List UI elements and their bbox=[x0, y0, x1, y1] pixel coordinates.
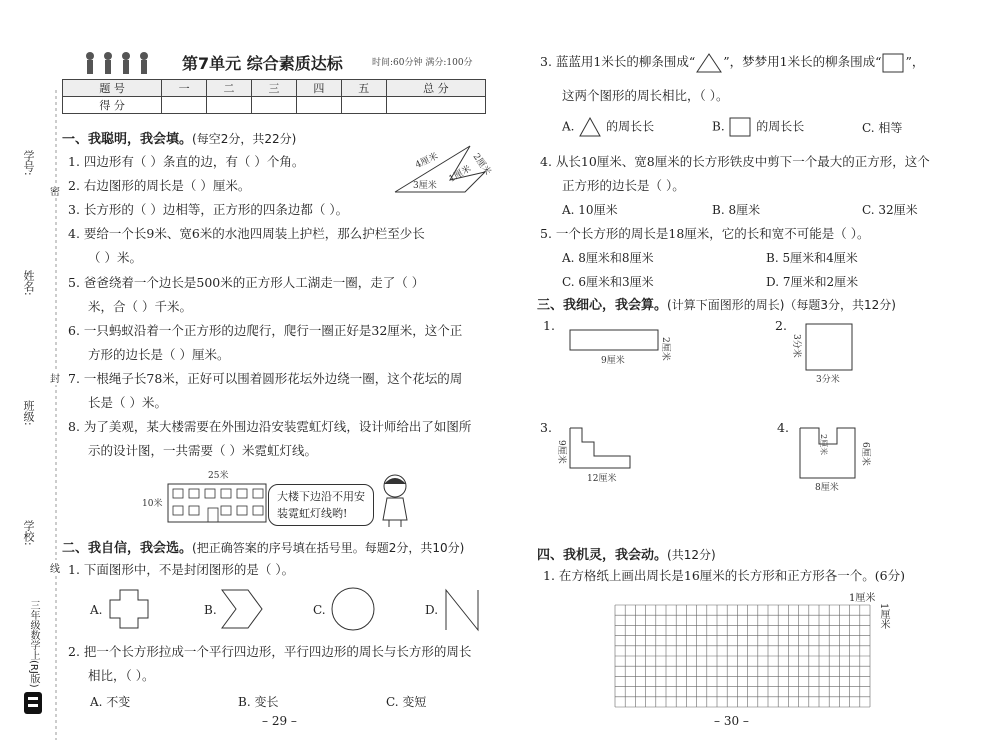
s3-figure-4 bbox=[795, 420, 885, 492]
fig1-height-label: 2厘米 bbox=[660, 337, 670, 361]
grid-unit-label-v: 1厘米 bbox=[878, 603, 889, 630]
s3-figure-3 bbox=[555, 420, 655, 488]
triangle-icon bbox=[578, 116, 602, 138]
s2-q5-opt-b: B. 5厘米和4厘米 bbox=[766, 251, 858, 265]
s2-q5-opt-c: C. 6厘米和3厘米 bbox=[562, 275, 654, 289]
s2-q1-opt-d: D. bbox=[425, 603, 439, 617]
s2-q1-opt-c: C. bbox=[313, 603, 326, 617]
s2-q3-opt-a bbox=[562, 116, 654, 138]
score-cell[interactable] bbox=[341, 97, 386, 114]
student-name-label: 姓名: bbox=[22, 270, 35, 296]
open-n-shape-icon bbox=[442, 588, 482, 632]
seal-char-mi: 密 bbox=[50, 183, 60, 198]
q3-opt-a-letter: A. bbox=[562, 119, 575, 134]
s1-question-8-cont: 示的设计图，一共需要（ ）米霓虹灯线。 bbox=[88, 443, 317, 458]
s3-figure-1 bbox=[565, 325, 685, 369]
fig4-notch-label: 2厘米 bbox=[819, 434, 828, 456]
s2-question-2: 2. 把一个长方形拉成一个平行四边形，平行四边形的周长与长方形的周长 bbox=[68, 644, 472, 659]
score-cell[interactable] bbox=[386, 97, 485, 114]
section3-heading bbox=[537, 294, 896, 313]
s2-question-3-cont: 这两个图形的周长相比，（ ）。 bbox=[562, 88, 729, 103]
s1-question-6: 6. 一只蚂蚁沿着一个正方形的边爬行，爬行一圈正好是32厘米，这个正 bbox=[68, 323, 463, 338]
triangle-figure bbox=[385, 140, 495, 200]
score-cell[interactable] bbox=[252, 97, 297, 114]
s2-q1-opt-b: B. bbox=[204, 603, 217, 617]
s1-question-8: 8. 为了美观，某大楼需要在外围边沿安装霓虹灯线，设计师给出了如图所 bbox=[68, 419, 472, 434]
page-number-left: – 29 – bbox=[262, 714, 297, 728]
circle-shape-icon bbox=[330, 586, 376, 632]
score-header-cell: 三 bbox=[252, 80, 297, 97]
building-figure bbox=[140, 466, 280, 526]
s2-question-3 bbox=[540, 50, 924, 74]
unit-title: 第7单元 综合素质达标 bbox=[182, 54, 343, 73]
tri-label-3: 3厘米 bbox=[413, 181, 437, 191]
s1-question-2: 2. 右边图形的周长是（ ）厘米。 bbox=[68, 178, 251, 193]
fig2-width-label: 3分米 bbox=[816, 375, 840, 385]
time-score-info: 时间:60分钟 满分:100分 bbox=[372, 58, 473, 68]
s1-question-7-cont: 长是（ ）米。 bbox=[88, 395, 167, 410]
class-label: 班级: bbox=[22, 400, 35, 426]
section2-note: (把正确答案的序号填在括号里。每题2分，共10分) bbox=[192, 541, 465, 555]
q3-text-c: ”， bbox=[905, 54, 925, 69]
s2-q4-opt-b: B. 8厘米 bbox=[712, 203, 761, 217]
section4-note: (共12分) bbox=[667, 548, 716, 562]
section3-note: (计算下面图形的周长)（每题3分，共12分) bbox=[667, 298, 896, 312]
score-row-label: 得 分 bbox=[63, 97, 162, 114]
school-label: 学校: bbox=[22, 520, 35, 546]
girl-illustration-icon bbox=[375, 472, 415, 528]
score-header-cell: 总 分 bbox=[386, 80, 485, 97]
s1-question-5-cont: 米，合（ ）千米。 bbox=[88, 299, 192, 314]
s2-q5-opt-d: D. 7厘米和2厘米 bbox=[766, 275, 859, 289]
cross-shape-icon bbox=[108, 588, 150, 630]
score-header-cell: 一 bbox=[162, 80, 207, 97]
section1-heading bbox=[62, 128, 296, 147]
grid-unit-label-h: 1厘米 bbox=[849, 593, 876, 604]
q3-opt-b-text: 的周长长 bbox=[756, 119, 805, 134]
s2-q3-opt-b bbox=[712, 116, 804, 138]
s2-q2-opt-c: C. 变短 bbox=[386, 695, 427, 709]
header-decoration-icon bbox=[82, 50, 162, 80]
s2-question-5: 5. 一个长方形的周长是18厘米，它的长和宽不可能是（ ）。 bbox=[540, 226, 870, 241]
section4-heading bbox=[537, 544, 716, 563]
score-cell[interactable] bbox=[296, 97, 341, 114]
s2-question-4-cont: 正方形的边长是（ ）。 bbox=[562, 178, 685, 193]
s2-question-4: 4. 从长10厘米、宽8厘米的长方形铁皮中剪下一个最大的正方形，这个 bbox=[540, 154, 930, 169]
s2-q1-opt-a: A. bbox=[90, 603, 103, 617]
section1-title: 一、我聪明，我会填。 bbox=[62, 132, 193, 147]
s1-question-4: 4. 要给一个长9米、宽6米的水池四周装上护栏，那么护栏至少长 bbox=[68, 226, 425, 241]
brand-logo-icon bbox=[22, 690, 44, 716]
building-width-label: 25米 bbox=[208, 471, 229, 481]
student-id-label: 学号: bbox=[22, 150, 35, 176]
q3-opt-b-letter: B. bbox=[712, 119, 725, 134]
brand-label: 三年级数学上(RJ版) bbox=[28, 600, 39, 688]
s1-question-6-cont: 方形的边长是（ ）厘米。 bbox=[88, 347, 230, 362]
page-number-right: – 30 – bbox=[714, 714, 749, 728]
score-header-cell: 五 bbox=[341, 80, 386, 97]
s2-q3-opt-c: C. 相等 bbox=[862, 121, 903, 135]
q3-text-b: ”，梦梦用1米长的柳条围成“ bbox=[723, 54, 882, 69]
section3-title: 三、我细心，我会算。 bbox=[537, 298, 668, 313]
seal-char-feng: 封 bbox=[50, 370, 60, 385]
q3-opt-a-text: 的周长长 bbox=[606, 119, 655, 134]
score-header-cell: 题 号 bbox=[63, 80, 162, 97]
score-table bbox=[62, 79, 486, 114]
tri-label-2: 2厘米 bbox=[470, 151, 493, 178]
hint-bubble bbox=[268, 484, 374, 526]
s1-question-4-cont: （ ）米。 bbox=[88, 250, 142, 265]
triangle-icon bbox=[695, 52, 723, 74]
score-cell[interactable] bbox=[207, 97, 252, 114]
square-icon bbox=[728, 116, 752, 138]
drawing-grid[interactable] bbox=[614, 604, 876, 708]
s2-question-1: 1. 下面图形中，不是封闭图形的是（ ）。 bbox=[68, 562, 295, 577]
s1-question-3: 3. 长方形的（ ）边相等，正方形的四条边都（ ）。 bbox=[68, 202, 349, 217]
score-header-cell: 二 bbox=[207, 80, 252, 97]
square-icon bbox=[881, 52, 905, 74]
s3-num-1: 1. bbox=[543, 318, 555, 333]
s2-q5-opt-a: A. 8厘米和8厘米 bbox=[562, 251, 654, 265]
building-height-label: 10米 bbox=[142, 499, 163, 509]
s4-question-1: 1. 在方格纸上画出周长是16厘米的长方形和正方形各一个。(6分) bbox=[543, 568, 906, 583]
tri-label-1: 1厘米 bbox=[447, 164, 474, 185]
score-header-cell: 四 bbox=[296, 80, 341, 97]
hint-line-2: 装霓虹灯线哟! bbox=[277, 507, 348, 520]
s2-q2-opt-b: B. 变长 bbox=[238, 695, 279, 709]
s1-question-1: 1. 四边形有（ ）条直的边，有（ ）个角。 bbox=[68, 154, 305, 169]
s3-figure-2 bbox=[790, 320, 880, 388]
s2-q2-opt-a: A. 不变 bbox=[90, 695, 131, 709]
s3-num-4: 4. bbox=[777, 420, 789, 435]
section1-note: (每空2分，共22分) bbox=[192, 132, 297, 146]
fig4-height-label: 6厘米 bbox=[860, 442, 870, 466]
fig1-width-label: 9厘米 bbox=[601, 356, 625, 366]
hint-line-1: 大楼下边沿不用安 bbox=[277, 490, 365, 503]
s3-num-2: 2. bbox=[775, 318, 787, 333]
s1-question-5: 5. 爸爸绕着一个边长是500米的正方形人工湖走一圈，走了（ ） bbox=[68, 275, 425, 290]
score-cell[interactable] bbox=[162, 97, 207, 114]
q3-text-a: 3. 蓝蓝用1米长的柳条围成“ bbox=[540, 54, 696, 69]
s2-q4-opt-c: C. 32厘米 bbox=[862, 203, 918, 217]
s2-question-2-cont: 相比，（ ）。 bbox=[88, 668, 155, 683]
s3-num-3: 3. bbox=[540, 420, 552, 435]
s1-question-7: 7. 一根绳子长78米，正好可以围着圆形花坛外边绕一圈，这个花坛的周 bbox=[68, 371, 463, 386]
section2-heading bbox=[62, 537, 464, 556]
section4-title: 四、我机灵，我会动。 bbox=[537, 548, 668, 563]
section2-title: 二、我自信，我会选。 bbox=[62, 541, 193, 556]
fig3-height-label: 9厘米 bbox=[556, 440, 566, 464]
chevron-shape-icon bbox=[220, 588, 264, 630]
fig2-height-label: 3分米 bbox=[791, 334, 801, 358]
fig4-width-label: 8厘米 bbox=[815, 483, 839, 492]
tri-label-4: 4厘米 bbox=[414, 151, 440, 171]
fig3-width-label: 12厘米 bbox=[587, 474, 617, 484]
seal-char-xian: 线 bbox=[50, 560, 60, 575]
s2-q4-opt-a: A. 10厘米 bbox=[562, 203, 618, 217]
